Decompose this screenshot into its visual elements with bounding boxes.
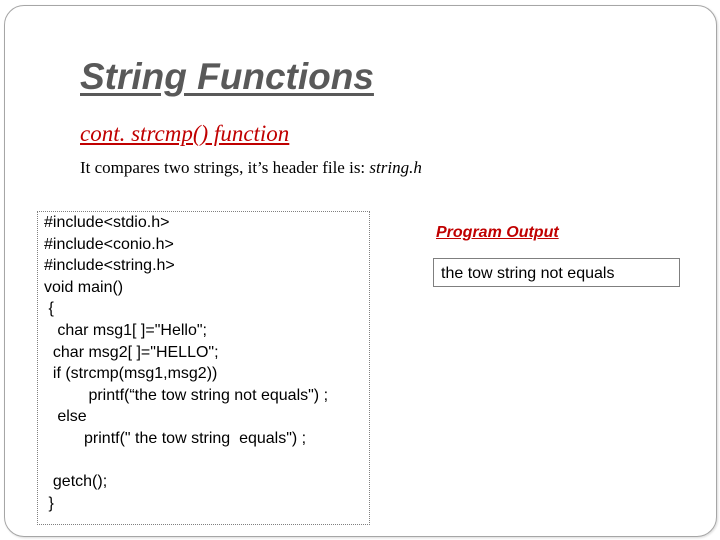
slide-title: String Functions [80, 56, 374, 97]
code-line: void main() [44, 279, 124, 296]
header-file-name: string.h [369, 158, 422, 177]
code-line: getch(); [44, 473, 108, 490]
code-line: } [44, 495, 54, 512]
code-line: char msg1[ ]="Hello"; [44, 322, 207, 339]
output-text: the tow string not equals [441, 265, 615, 282]
slide-subtitle: cont. strcmp() function [80, 121, 290, 146]
code-line: #include<string.h> [44, 257, 175, 274]
code-line: char msg2[ ]="HELLO"; [44, 344, 219, 361]
code-line: { [44, 300, 54, 317]
description [80, 158, 422, 178]
code-line: else [44, 408, 87, 425]
code-line: #include<conio.h> [44, 236, 174, 253]
description-text: It compares two strings, it’s header file is: [80, 158, 370, 177]
code-line: printf(" the tow string equals") ; [44, 430, 307, 447]
code-line: if (strcmp(msg1,msg2)) [44, 365, 218, 382]
code-line: #include<stdio.h> [44, 214, 170, 231]
program-output-heading: Program Output [436, 224, 559, 241]
code-line: printf(“the tow string not equals") ; [44, 387, 329, 404]
